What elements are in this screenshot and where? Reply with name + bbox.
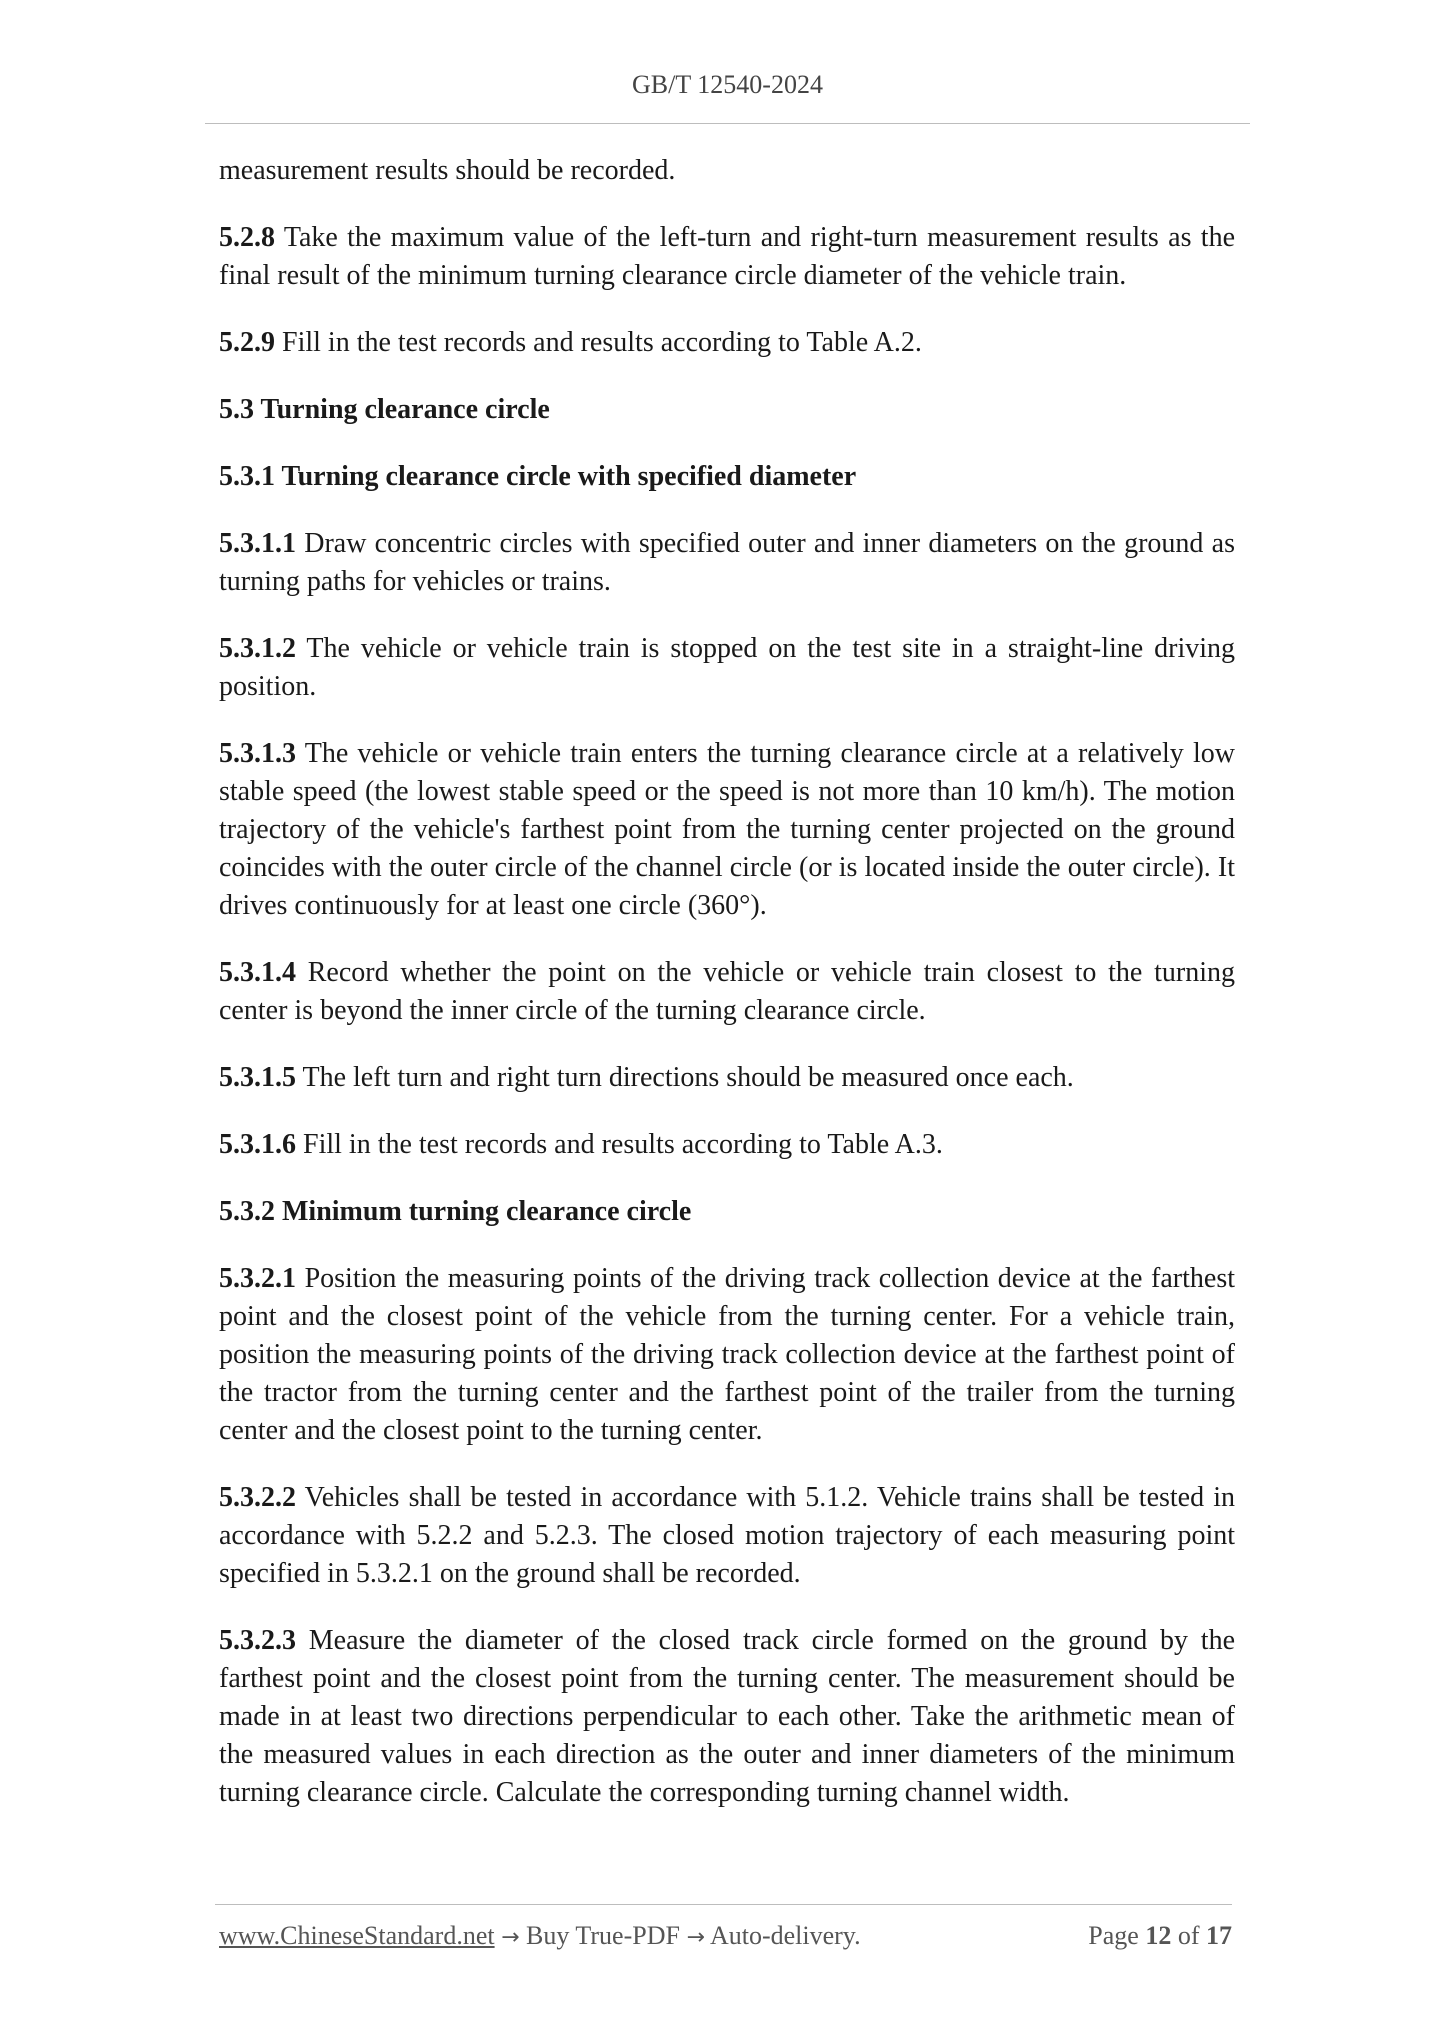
clause-number: 5.3.2.3	[219, 1625, 296, 1656]
clause-number: 5.2.9	[219, 327, 275, 358]
clause-5-3-2-2	[219, 1479, 1235, 1593]
clause-number: 5.3.1.6	[219, 1129, 296, 1160]
header-divider	[205, 123, 1250, 124]
site-link[interactable]: www.ChineseStandard.net	[219, 1921, 495, 1950]
paragraph-continuation: measurement results should be recorded.	[219, 155, 676, 186]
clause-number: 5.3.1.2	[219, 633, 296, 664]
clause-text: Measure the diameter of the closed track circle formed on the ground by the farthest point and the closest point from the turning center. The measurement should be made in at least two directions perpendicular to each other. Take the arithmetic mean of the measured values in each direction as the outer and inner diameters of the minimum turning clearance circle. Calculate the corresponding turning channel width.	[219, 1625, 1235, 1808]
buy-true-pdf-text: Buy True-PDF	[519, 1921, 687, 1950]
clause-5-3-2-3	[219, 1622, 1235, 1812]
clause-5-2-8	[219, 219, 1235, 295]
clause-number: 5.3.1.1	[219, 528, 296, 559]
document-header: GB/T 12540-2024	[632, 70, 823, 99]
arrow-right-icon: →	[686, 1925, 705, 1950]
arrow-right-icon: →	[501, 1925, 520, 1950]
section-heading-5-3: 5.3 Turning clearance circle	[219, 394, 550, 425]
clause-5-3-1-6	[219, 1126, 1235, 1164]
document-body	[219, 152, 1235, 1841]
auto-delivery-text: Auto-delivery.	[704, 1921, 861, 1950]
clause-5-3-1-3	[219, 735, 1235, 925]
clause-number: 5.3.2.1	[219, 1263, 296, 1294]
footer-divider	[215, 1904, 1232, 1905]
page-current: 12	[1145, 1921, 1172, 1950]
page-label: Page	[1088, 1921, 1139, 1950]
page-footer	[219, 1921, 1232, 1957]
clause-text: Vehicles shall be tested in accordance with 5.1.2. Vehicle trains shall be tested in accordance with 5.2.2 and 5.2.3. The closed motion trajectory of each measuring point specified in 5.3.2.1 on the ground shall be recorded.	[219, 1482, 1235, 1589]
clause-text: Position the measuring points of the driving track collection device at the farthest point and the closest point of the vehicle from the turning center. For a vehicle train, position the measuring points of the driving track collection device at the farthest point of the tractor from the turning center and the farthest point of the trailer from the turning center and the closest point to the turning center.	[219, 1263, 1235, 1446]
clause-number: 5.3.1.5	[219, 1062, 296, 1093]
clause-text: Fill in the test records and results according to Table A.2.	[275, 327, 922, 358]
clause-text: The left turn and right turn directions should be measured once each.	[296, 1062, 1074, 1093]
clause-5-3-1-4	[219, 954, 1235, 1030]
clause-5-3-2-1	[219, 1260, 1235, 1450]
clause-text: Fill in the test records and results according to Table A.3.	[296, 1129, 943, 1160]
section-heading-5-3-2: 5.3.2 Minimum turning clearance circle	[219, 1196, 692, 1227]
page-total: 17	[1206, 1921, 1232, 1950]
section-heading-5-3-1: 5.3.1 Turning clearance circle with specified diameter	[219, 461, 857, 492]
clause-text: The vehicle or vehicle train enters the turning clearance circle at a relatively low stable speed (the lowest stable speed or the speed is not more than 10 km/h). The motion trajectory of the vehicle's farthest point from the turning center projected on the ground coincides with the outer circle of the channel circle (or is located inside the outer circle). It drives continuously for at least one circle (360°).	[219, 738, 1235, 921]
clause-number: 5.2.8	[219, 222, 275, 253]
clause-text: Record whether the point on the vehicle or vehicle train closest to the turning center is beyond the inner circle of the turning clearance circle.	[219, 957, 1235, 1026]
clause-text: The vehicle or vehicle train is stopped on the test site in a straight-line driving position.	[219, 633, 1235, 702]
clause-number: 5.3.2.2	[219, 1482, 296, 1513]
clause-5-2-9	[219, 324, 1235, 362]
clause-text: Take the maximum value of the left-turn and right-turn measurement results as the final result of the minimum turning clearance circle diameter of the vehicle train.	[219, 222, 1235, 291]
clause-5-3-1-5	[219, 1059, 1235, 1097]
clause-5-3-1-2	[219, 630, 1235, 706]
clause-number: 5.3.1.4	[219, 957, 296, 988]
clause-number: 5.3.1.3	[219, 738, 296, 769]
page-number	[1088, 1921, 1232, 1951]
of-label: of	[1177, 1921, 1200, 1950]
clause-text: Draw concentric circles with specified outer and inner diameters on the ground as turning paths for vehicles or trains.	[219, 528, 1235, 597]
clause-5-3-1-1	[219, 525, 1235, 601]
footer-promo	[219, 1921, 861, 1951]
